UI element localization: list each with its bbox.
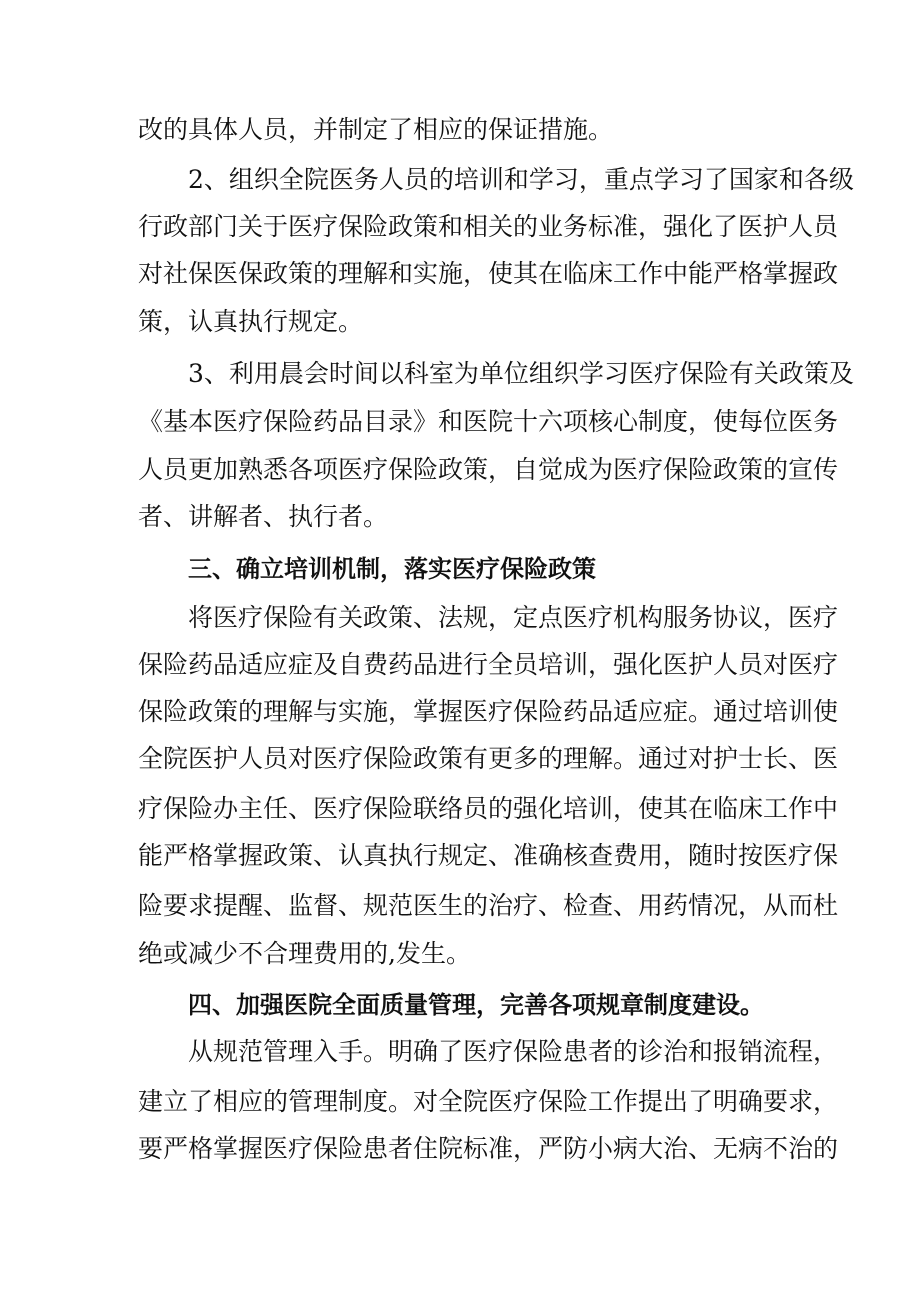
paragraph-line: 将医疗保险有关政策、法规，定点医疗机构服务协议，医疗 <box>188 603 839 632</box>
paragraph-line: 险要求提醒、监督、规范医生的治疗、检查、用药情况，从而杜 <box>138 891 839 920</box>
paragraph-line: 3、利用晨会时间以科室为单位组织学习医疗保险有关政策及 <box>188 359 854 388</box>
paragraph-line: 从规范管理入手。明确了医疗保险患者的诊治和报销流程， <box>188 1037 839 1066</box>
paragraph-line: 改的具体人员，并制定了相应的保证措施。 <box>138 115 614 144</box>
section-heading: 三、确立培训机制，落实医疗保险政策 <box>188 555 596 583</box>
paragraph-line: 全院医护人员对医疗保险政策有更多的理解。通过对护士长、医 <box>138 744 839 773</box>
paragraph-line: 建立了相应的管理制度。对全院医疗保险工作提出了明确要求， <box>138 1087 839 1116</box>
paragraph-line: 绝或减少不合理费用的,发生。 <box>138 939 471 968</box>
paragraph-line: 对社保医保政策的理解和实施，使其在临床工作中能严格掌握政 <box>138 259 839 288</box>
section-heading: 四、加强医院全面质量管理，完善各项规章制度建设。 <box>188 991 764 1019</box>
paragraph-line: 《基本医疗保险药品目录》和医院十六项核心制度，使每位医务 <box>138 407 839 436</box>
paragraph-line: 2、组织全院医务人员的培训和学习，重点学习了国家和各级 <box>188 165 854 194</box>
paragraph-line: 行政部门关于医疗保险政策和相关的业务标准，强化了医护人员 <box>138 212 839 241</box>
paragraph-line: 要严格掌握医疗保险患者住院标准，严防小病大治、无病不治的 <box>138 1134 839 1163</box>
paragraph-line: 人员更加熟悉各项医疗保险政策，自觉成为医疗保险政策的宣传 <box>138 455 839 484</box>
paragraph-line: 疗保险办主任、医疗保险联络员的强化培训，使其在临床工作中 <box>138 794 839 823</box>
paragraph-line: 保险政策的理解与实施，掌握医疗保险药品适应症。通过培训使 <box>138 697 839 726</box>
paragraph-line: 者、讲解者、执行者。 <box>138 502 389 531</box>
paragraph-line: 能严格掌握政策、认真执行规定、准确核查费用，随时按医疗保 <box>138 841 839 870</box>
paragraph-line: 保险药品适应症及自费药品进行全员培训，强化医护人员对医疗 <box>138 650 839 679</box>
paragraph-line: 策，认真执行规定。 <box>138 307 364 336</box>
